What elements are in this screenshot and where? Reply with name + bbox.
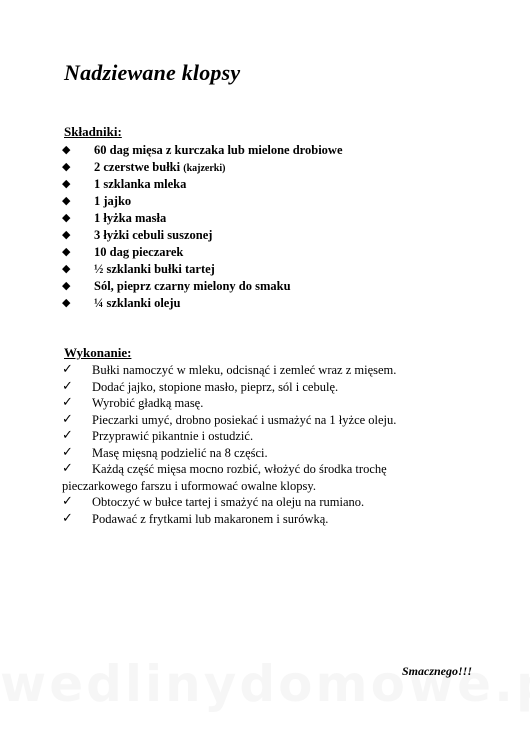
checkmark-icon: ✓ <box>62 362 73 377</box>
checkmark-icon: ✓ <box>62 461 73 476</box>
ingredients-list <box>62 142 343 312</box>
ingredient-item: ◆ 10 dag pieczarek <box>62 245 184 259</box>
diamond-icon: ◆ <box>62 212 71 224</box>
diamond-icon: ◆ <box>62 195 71 207</box>
checkmark-icon: ✓ <box>62 510 73 526</box>
ingredient-item: ◆ ¼ szklanki oleju <box>62 296 181 310</box>
diamond-icon: ◆ <box>62 297 71 309</box>
diamond-icon: ◆ <box>62 229 71 241</box>
ingredient-item: ◆ Sól, pieprz czarny mielony do smaku <box>62 279 291 293</box>
ingredient-item: ◆ ½ szklanki bułki tartej <box>62 262 215 276</box>
ingredient-item: ◆ 2 czerstwe bułki (kajzerki) <box>62 160 226 174</box>
step-item: ✓ Wyrobić gładką masę. <box>62 395 204 410</box>
diamond-icon: ◆ <box>62 161 71 173</box>
checkmark-icon: ✓ <box>62 411 73 427</box>
step-item: ✓ Pieczarki umyć, drobno posiekać i usmażyć na 1 łyżce oleju. <box>62 411 397 427</box>
checkmark-icon: ✓ <box>62 378 73 394</box>
ingredient-item: ◆ 60 dag mięsa z kurczaka lub mielone drobiowe <box>62 143 343 157</box>
step-item: ✓ Każdą część mięsa mocno rozbić, włożyć do środka trochę pieczarkowego farszu i uformować owalne klopsy. <box>62 461 387 493</box>
checkmark-icon: ✓ <box>62 428 73 443</box>
checkmark-icon: ✓ <box>62 444 73 460</box>
checkmark-icon: ✓ <box>62 494 73 509</box>
ingredients-heading: Składniki: <box>64 124 122 139</box>
step-item: ✓ Dodać jajko, stopione masło, pieprz, sól i cebulę. <box>62 378 339 394</box>
ingredient-item: ◆ 1 łyżka masła <box>62 211 167 225</box>
ingredient-item: ◆ 1 jajko <box>62 194 132 208</box>
signoff-text: Smacznego!!! <box>401 664 472 678</box>
recipe-title: Nadziewane klopsy <box>64 60 241 85</box>
diamond-icon: ◆ <box>62 280 71 292</box>
step-item: ✓ Podawać z frytkami lub makaronem i surówką. <box>62 510 329 526</box>
preparation-steps-list <box>62 362 472 527</box>
preparation-heading: Wykonanie: <box>64 345 132 360</box>
step-item: ✓ Bułki namoczyć w mleku, odcisnąć i zemleć wraz z mięsem. <box>62 362 397 377</box>
ingredient-item: ◆ 1 szklanka mleka <box>62 177 187 191</box>
checkmark-icon: ✓ <box>62 395 73 410</box>
step-item: ✓ Przyprawić pikantnie i ostudzić. <box>62 428 254 443</box>
diamond-icon: ◆ <box>62 178 71 190</box>
diamond-icon: ◆ <box>62 246 71 258</box>
ingredient-item: ◆ 3 łyżki cebuli suszonej <box>62 228 213 242</box>
ingredient-note: (kajzerki) <box>183 163 226 174</box>
diamond-icon: ◆ <box>62 144 71 156</box>
diamond-icon: ◆ <box>62 263 71 275</box>
step-item: ✓ Obtoczyć w bułce tartej i smażyć na oleju na rumiano. <box>62 494 365 509</box>
step-item: ✓ Masę mięsną podzielić na 8 części. <box>62 444 268 460</box>
